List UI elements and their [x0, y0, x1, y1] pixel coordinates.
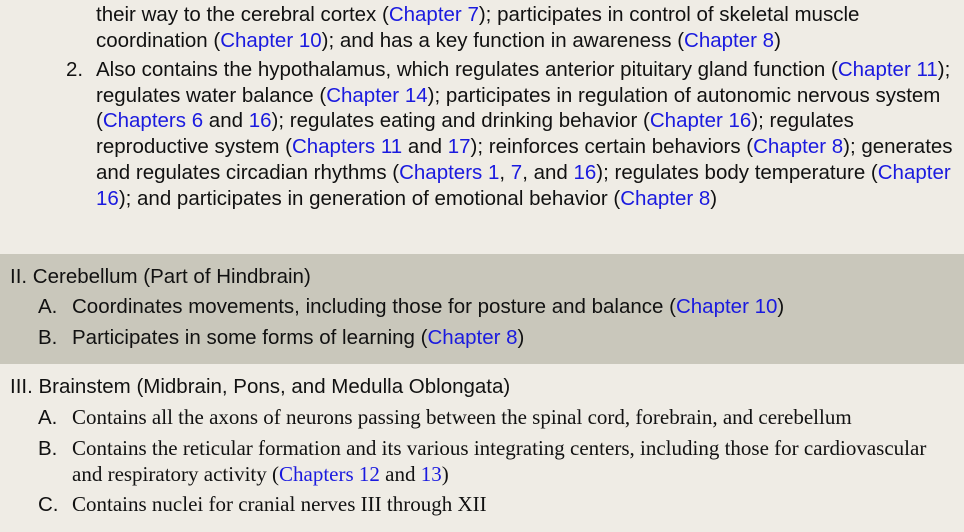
- chapter-16-link[interactable]: Chapter 16: [96, 160, 951, 210]
- text-segment: and: [402, 135, 448, 159]
- text-segment: ); regulates water balance (: [96, 58, 951, 107]
- item-letter: A.: [38, 295, 58, 318]
- chapter-10-link[interactable]: Chapter 10: [675, 295, 778, 318]
- chapter-16-link[interactable]: 16: [248, 109, 272, 133]
- item-letter: C.: [38, 493, 59, 516]
- chapter-13-link[interactable]: 13: [420, 461, 442, 486]
- text-segment: ): [517, 326, 525, 349]
- cerebellum-item-b: [38, 325, 958, 351]
- brainstem-item-c: [38, 492, 958, 518]
- item-text: Contains all the axons of neurons passing between the spinal cord, forebrain, and cerebellum: [72, 405, 852, 429]
- text-segment: ): [777, 295, 785, 318]
- text-segment: ): [774, 28, 781, 52]
- chapter-8-link[interactable]: Chapter 8: [427, 326, 518, 349]
- chapters-11-link[interactable]: Chapters 11: [291, 135, 403, 159]
- chapter-8-link[interactable]: Chapter 8: [684, 28, 775, 52]
- cerebellum-item-a: [38, 294, 958, 320]
- brainstem-heading: III. Brainstem (Midbrain, Pons, and Medulla Oblongata): [10, 375, 511, 398]
- chapters-6-link[interactable]: Chapters 6: [102, 109, 204, 133]
- brainstem-item-b: [38, 436, 958, 487]
- text-segment: ): [441, 461, 449, 486]
- chapter-16-link[interactable]: 16: [573, 160, 597, 184]
- cerebellum-heading: II. Cerebellum (Part of Hindbrain): [10, 265, 311, 288]
- text-segment: ,: [499, 160, 511, 184]
- item-number: 2.: [66, 58, 84, 81]
- chapter-10-link[interactable]: Chapter 10: [220, 28, 322, 52]
- text-segment: ); regulates eating and drinking behavior (: [271, 109, 650, 133]
- chapter-11-link[interactable]: Chapter 11: [837, 58, 938, 81]
- text-segment: ); and has a key function in awareness (: [321, 28, 685, 52]
- text-segment: Coordinates movements, including those for posture and balance (: [72, 295, 676, 318]
- text-segment: Participates in some forms of learning (: [72, 326, 428, 349]
- text-segment: ); reinforces certain behaviors (: [470, 135, 754, 159]
- item-letter: A.: [38, 406, 58, 429]
- text-segment: their way to the cerebral cortex (: [96, 3, 389, 26]
- chapter-16-link[interactable]: Chapter 16: [649, 109, 752, 133]
- text-segment: Contains the reticular formation and its various integrating centers, including those for cardiovascular and respiratory activity (: [72, 436, 927, 486]
- item-letter: B.: [38, 437, 58, 460]
- chapter-8-link[interactable]: Chapter 8: [620, 186, 711, 210]
- text-segment: Also contains the hypothalamus, which regulates anterior pituitary gland function (: [96, 58, 838, 81]
- brainstem-item-a: [38, 405, 958, 431]
- chapter-7-link[interactable]: 7: [510, 160, 523, 184]
- text-segment: ); regulates reproductive system (: [96, 109, 854, 159]
- chapters-12-link[interactable]: Chapters 12: [279, 461, 380, 486]
- chapter-17-link[interactable]: 17: [447, 135, 471, 159]
- text-segment: ); and participates in generation of emotional behavior (: [118, 186, 621, 210]
- chapter-7-link[interactable]: Chapter 7: [388, 3, 479, 26]
- brainstem-section: [0, 364, 964, 532]
- item-text: Contains nuclei for cranial nerves III through XII: [72, 492, 487, 516]
- chapter-8-link[interactable]: Chapter 8: [753, 135, 844, 159]
- forebrain-item-1-continuation: [96, 2, 956, 53]
- text-segment: and: [379, 461, 421, 486]
- chapters-1-link[interactable]: Chapters 1: [399, 160, 500, 184]
- text-segment: ); participates in control of skeletal muscle coordination (: [96, 3, 860, 52]
- text-segment: ); regulates body temperature (: [596, 160, 878, 184]
- item-letter: B.: [38, 326, 58, 349]
- text-segment: , and: [522, 160, 574, 184]
- forebrain-item-2: [66, 57, 958, 211]
- text-segment: ): [710, 186, 718, 210]
- text-segment: and: [203, 109, 249, 133]
- chapter-14-link[interactable]: Chapter 14: [326, 83, 428, 107]
- text-segment: ); generates and regulates circadian rhythms (: [96, 135, 953, 184]
- cerebellum-section: [0, 254, 964, 364]
- text-segment: ); participates in regulation of autonomic nervous system (: [96, 83, 941, 133]
- forebrain-section: [0, 0, 964, 254]
